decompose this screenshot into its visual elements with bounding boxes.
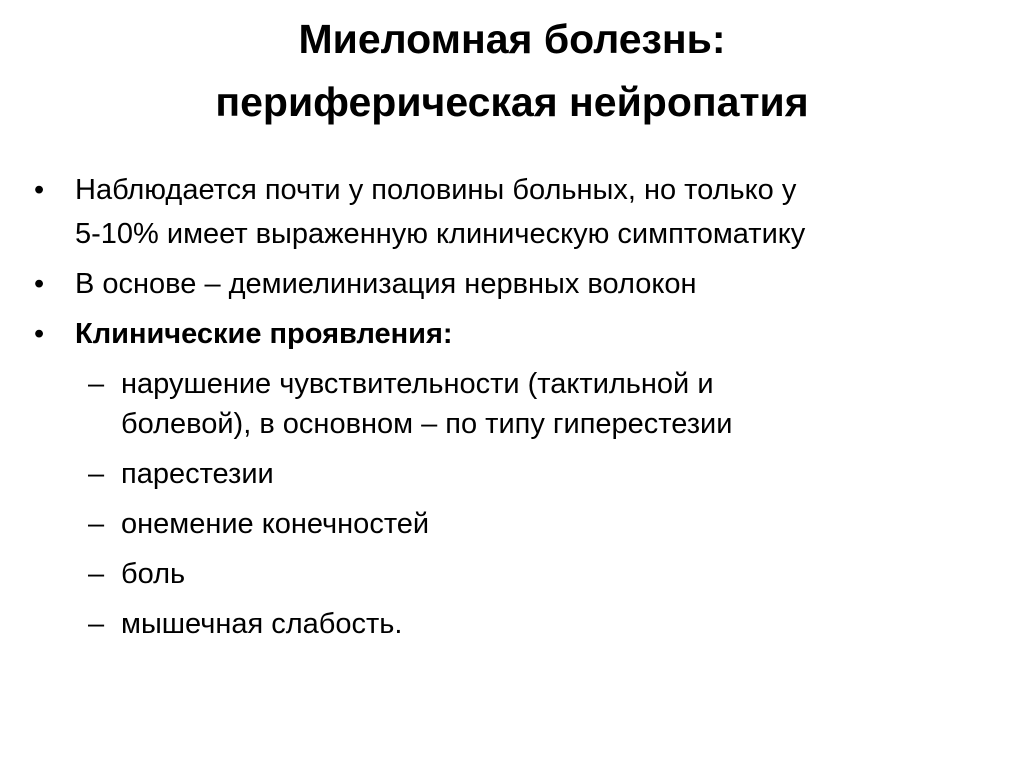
bullet-1-line-1: Наблюдается почти у половины больных, но только у [75,174,797,206]
bullet-2-line-1: В основе – демиелинизация нервных волокон [75,268,697,300]
bullet-marker: • [34,318,45,350]
bullet-3-heading: Клинические проявления: [75,318,453,350]
sub-item-marker: – [88,558,105,590]
sub-item-4-line-1: боль [121,558,186,590]
sub-item-1-line-1: нарушение чувствительности (тактильной и [121,368,714,400]
bullet-marker: • [34,174,45,206]
sub-item-marker: – [88,608,105,640]
sub-item-marker: – [88,508,105,540]
sub-item-marker: – [88,368,105,400]
title-line-2: периферическая нейропатия [215,79,809,125]
bullet-1-line-2: 5-10% имеет выраженную клиническую симптоматику [75,218,806,250]
sub-item-marker: – [88,458,105,490]
bullet-marker: • [34,268,45,300]
sub-item-5-line-1: мышечная слабость. [121,608,403,640]
sub-item-1-line-2: болевой), в основном – по типу гиперестезии [121,408,733,440]
title-line-1: Миеломная болезнь: [298,16,726,62]
sub-item-3-line-1: онемение конечностей [121,508,430,540]
sub-item-2-line-1: парестезии [121,458,274,490]
